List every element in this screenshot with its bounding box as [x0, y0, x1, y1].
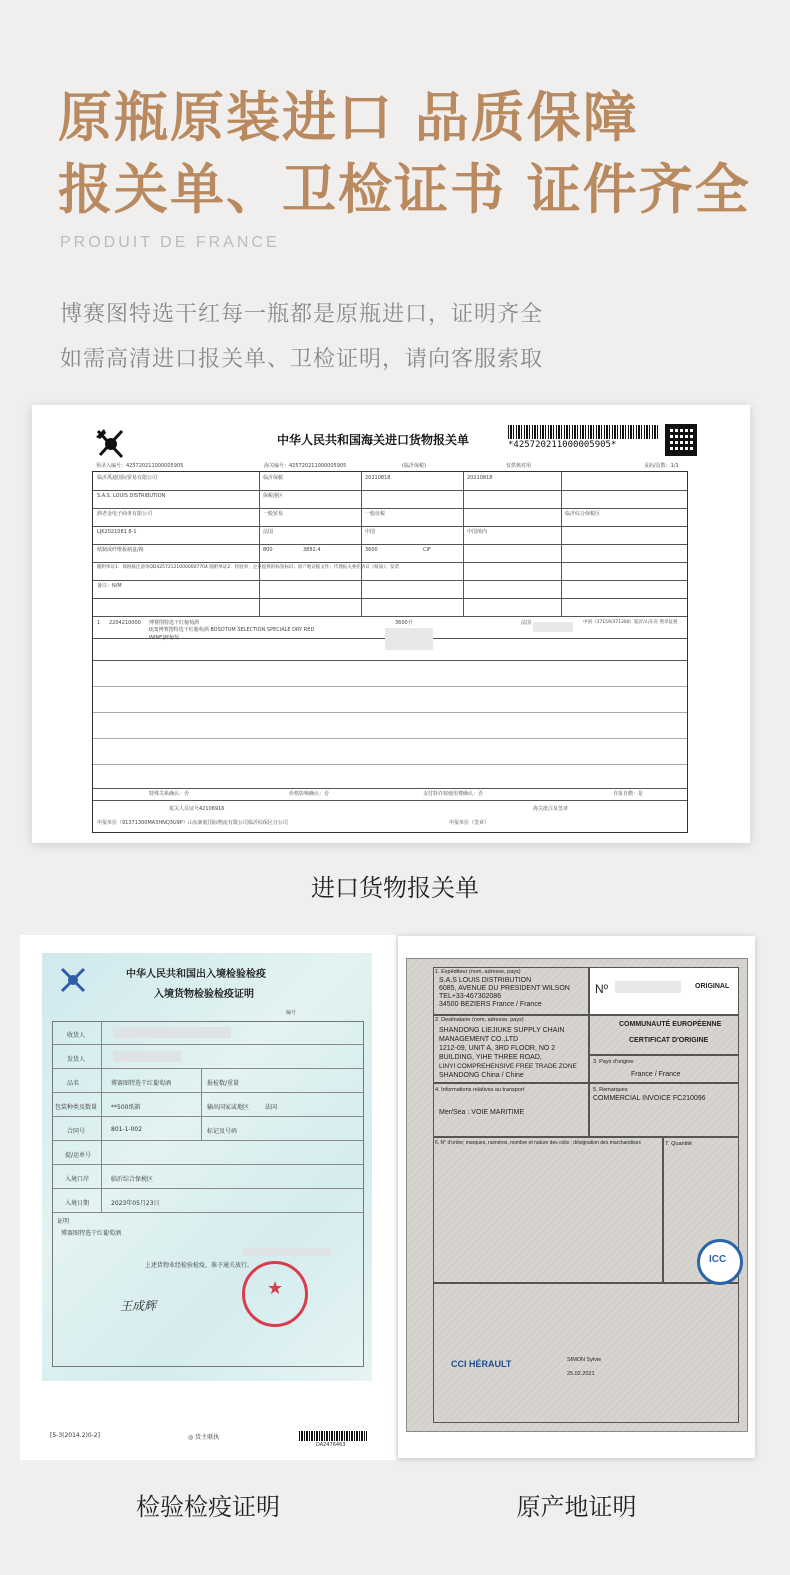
hs-code: 2204210000 [109, 620, 141, 626]
intro-line2: 如需高清进口报关单、卫检证明，请向客服索取 [60, 347, 544, 372]
quantity-label: 7. Quantité [665, 1141, 692, 1147]
declaration-table [92, 471, 688, 833]
exporter-city: 34500 BEZIERS France / France [439, 1001, 542, 1008]
exemption: 一般征税 [365, 511, 386, 517]
consignee-name: SHANDONG LIEJIUKE SUPPLY CHAIN [439, 1027, 565, 1034]
item-destination: 中国（37159/371300）临沂/山东省 照章征税 [583, 620, 678, 625]
proof-label: 证明 [57, 1218, 70, 1225]
item-origin: 法国 [521, 620, 532, 626]
consignee-country: SHANDONG China / Chine [439, 1072, 524, 1079]
declare-date: 20210818 [467, 475, 493, 481]
official-seal [242, 1261, 308, 1327]
import-port: 临沂保税 [263, 475, 284, 481]
label-entry-port: 入境口岸 [65, 1176, 90, 1183]
net-weight: 3600 [365, 547, 378, 553]
transport-value: Mer/Sea : VOIE MARITIME [439, 1109, 525, 1116]
quantity: 3600升 [395, 620, 413, 626]
label-marks: 标记及号码 [207, 1128, 238, 1135]
exporter-address: 6085, AVENUE DU PRESIDENT WILSON [439, 985, 570, 992]
import-date: 20210818 [365, 475, 391, 481]
origin-certificate-image [406, 958, 748, 1432]
consumer: 洒老金电子商务有限公司 [97, 511, 153, 517]
barcode [508, 425, 658, 439]
declare-stamp: 申报单位（签章） [449, 820, 490, 826]
origin-country: 中国 [365, 529, 376, 535]
label-contract: 合同号 [67, 1128, 86, 1135]
royalty: 支付特许权使用费确认：否 [423, 791, 484, 797]
redaction-block [113, 1051, 181, 1062]
customs-remark: 海关批注及签章 [533, 806, 569, 812]
documents-line: 随附单证1：保税核注清单QD425721210000007704 随附单证2：检验单；企业提供的标签标识；原产地证据文件；代理报关委托协议（纸质）；发票 [97, 565, 399, 570]
label-bill: 提/运单号 [65, 1152, 92, 1159]
customs-title: 中华人民共和国海关进口货物报关单 [277, 433, 470, 447]
inspection-emblem-icon [58, 965, 88, 995]
customs-no: 海关编号：425720211000005905 [264, 463, 347, 469]
packaging: 纸制或纤维板制盒/箱 [97, 547, 144, 553]
barcode-number: *425720211000005905* [508, 440, 617, 450]
footer-form-code: [5-3(2014.2)0-2] [50, 1432, 100, 1439]
quarantine-title-line1: 中华人民共和国出入境检验检疫 [126, 969, 266, 980]
customs-emblem-icon [94, 427, 128, 461]
icc-label: ICC [709, 1254, 727, 1265]
customs-declaration-image [32, 405, 750, 843]
icc-seal-icon [697, 1239, 743, 1285]
entry-port-value: 临沂综合保税区 [111, 1176, 154, 1183]
consignee-address1: 1212-09, UNIT A, 3RD FLOOR, NO 2 [439, 1045, 556, 1052]
port-label: (临沂保税) [402, 463, 426, 469]
consignee-address2: BUILDING, YIHE THREE ROAD, [439, 1054, 542, 1061]
consignee-label: 2. Destinataire (nom, adresse, pays) [435, 1017, 524, 1023]
redaction-block [113, 1027, 231, 1038]
product-name: 博赛图特选干红葡萄酒 [111, 1080, 172, 1087]
consignee-address3: LINYI COMPREHENSIVE FREE TRADE ZONE [439, 1063, 577, 1070]
origin-certificate-card [398, 936, 755, 1458]
contract-no: LJK2021081 8-1 [97, 529, 137, 535]
hero-title-line2: 报关单、卫检证书 证件齐全 [58, 157, 751, 221]
exporter-tel: TEL+33-467302086 [439, 993, 502, 1000]
proof-text: 上述货物业经检验检疫，准予通关放行。 [145, 1262, 254, 1269]
redaction-block [243, 1248, 331, 1256]
hero-title-line1: 原瓶原装进口 品质保障 [58, 85, 639, 149]
transport-label: 4. Informations relatives au transport [435, 1087, 525, 1093]
supervision: 一般贸易 [263, 511, 284, 517]
self-report: 自报自缴：是 [613, 791, 644, 797]
price-influence: 价格影响确认：否 [289, 791, 330, 797]
number-label: Nº [595, 982, 609, 996]
number-label: 编号 [286, 1010, 297, 1016]
entry-port: 临沂综合保税区 [565, 511, 601, 517]
subtitle-en: PRODUIT DE FRANCE [60, 234, 280, 251]
origin-country: France / France [631, 1071, 681, 1078]
consignee-name2: MANAGEMENT CO.,LTD [439, 1036, 519, 1043]
prerecord-no: 预录入编号：425720211000005905 [96, 463, 184, 469]
pieces: 800 [263, 547, 273, 553]
quarantine-table [52, 1021, 364, 1367]
redaction-block [615, 981, 681, 993]
goods-label: 6. N° d'ordre; marques, numéros, nombre et nature des colis ; désignation des marchandises [435, 1140, 641, 1146]
contract-value: 801-1-002 [111, 1126, 143, 1133]
sign-date: 25.02.2021 [567, 1371, 595, 1377]
shipper: S.A.S. LOUIS DISTRIBUTION [97, 493, 166, 499]
label-entry-date: 入境日期 [65, 1200, 90, 1207]
packaging-value: **500纸箱 [111, 1104, 141, 1111]
entry-date-value: 2023年05月23日 [111, 1200, 160, 1207]
item-description: 0|3|博赛图特选干红葡萄酒 BOSOTUM SELECTION SPECIALE DRY RED WINE|鲜葡萄 [149, 627, 315, 641]
exporter-label: 1. Expéditeur (nom, adresse, pays) [435, 969, 521, 975]
footer-holder: ◎ 货主联执 [188, 1434, 220, 1441]
remarks-label: 5. Remarques [593, 1087, 628, 1093]
consignee: 临沂禹迪国际贸易有限公司 [97, 475, 158, 481]
quarantine-certificate-image [42, 953, 372, 1381]
destination: 中国境内 [467, 529, 488, 535]
barcode [299, 1431, 367, 1441]
item-name: 博赛图特选干红葡萄酒 [149, 620, 200, 626]
label-shipper: 发货人 [67, 1056, 86, 1063]
exporter-name: S.A.S LOUIS DISTRIBUTION [439, 977, 532, 984]
label-product: 品名 [67, 1080, 80, 1087]
redaction-block [385, 628, 433, 650]
remarks: 备注：N/M [97, 583, 122, 589]
intro-line1: 博赛图特选干红每一瓶都是原瓶进口，证明齐全 [60, 302, 544, 327]
customs-caption: 进口货物报关单 [311, 874, 479, 902]
declarant-no: 报关人员证号42106916 [169, 806, 225, 812]
special-relation: 特殊关系确认：否 [149, 791, 190, 797]
certificate-title: CERTIFICAT D'ORIGINE [629, 1037, 709, 1044]
original-label: ORIGINAL [695, 983, 730, 990]
qr-code [665, 424, 697, 456]
quarantine-certificate-card [20, 935, 396, 1460]
usage-label: 仅供核对用 [506, 463, 532, 469]
item-no: 1 [97, 620, 101, 626]
export-country: 法国 [265, 1104, 278, 1111]
deal-method: CIF [423, 547, 431, 553]
label-consignee: 收货人 [67, 1032, 86, 1039]
footer-number: DA2476463 [316, 1442, 346, 1448]
community-label: COMMUNAUTÉ EUROPÉENNE [619, 1021, 722, 1028]
label-quantity: 报检数/重量 [207, 1080, 240, 1087]
trade-country: 法国 [263, 529, 274, 535]
proof-product: 博赛图特选干红葡萄酒 [61, 1230, 122, 1237]
label-packaging: 包装种类及数量 [55, 1104, 98, 1111]
issuer-name: CCI HÉRAULT [451, 1359, 512, 1369]
signature: 王成辉 [120, 1299, 157, 1313]
invoice-value: COMMERCIAL INVOICE FC210096 [593, 1095, 706, 1102]
label-export-country: 输出国家或地区 [207, 1104, 250, 1111]
declare-unit: 申报单位（91371300MA3HNQ3U9P）山东新航国际物流有限公司临沂综保区分公司 [97, 820, 288, 826]
page-number: 页码/页数：1/1 [644, 463, 679, 469]
signer-name: SIMON Sylvie [567, 1357, 602, 1363]
transport-mode: 保税港区 [263, 493, 284, 499]
origin-country-label: 3. Pays d'origine [593, 1059, 634, 1065]
quarantine-caption: 检验检疫证明 [136, 1493, 280, 1521]
origin-caption: 原产地证明 [516, 1493, 637, 1521]
gross-weight: 3882.4 [303, 547, 321, 553]
redaction-block [533, 622, 573, 632]
quarantine-title-line2: 入境货物检验检疫证明 [154, 989, 254, 1000]
